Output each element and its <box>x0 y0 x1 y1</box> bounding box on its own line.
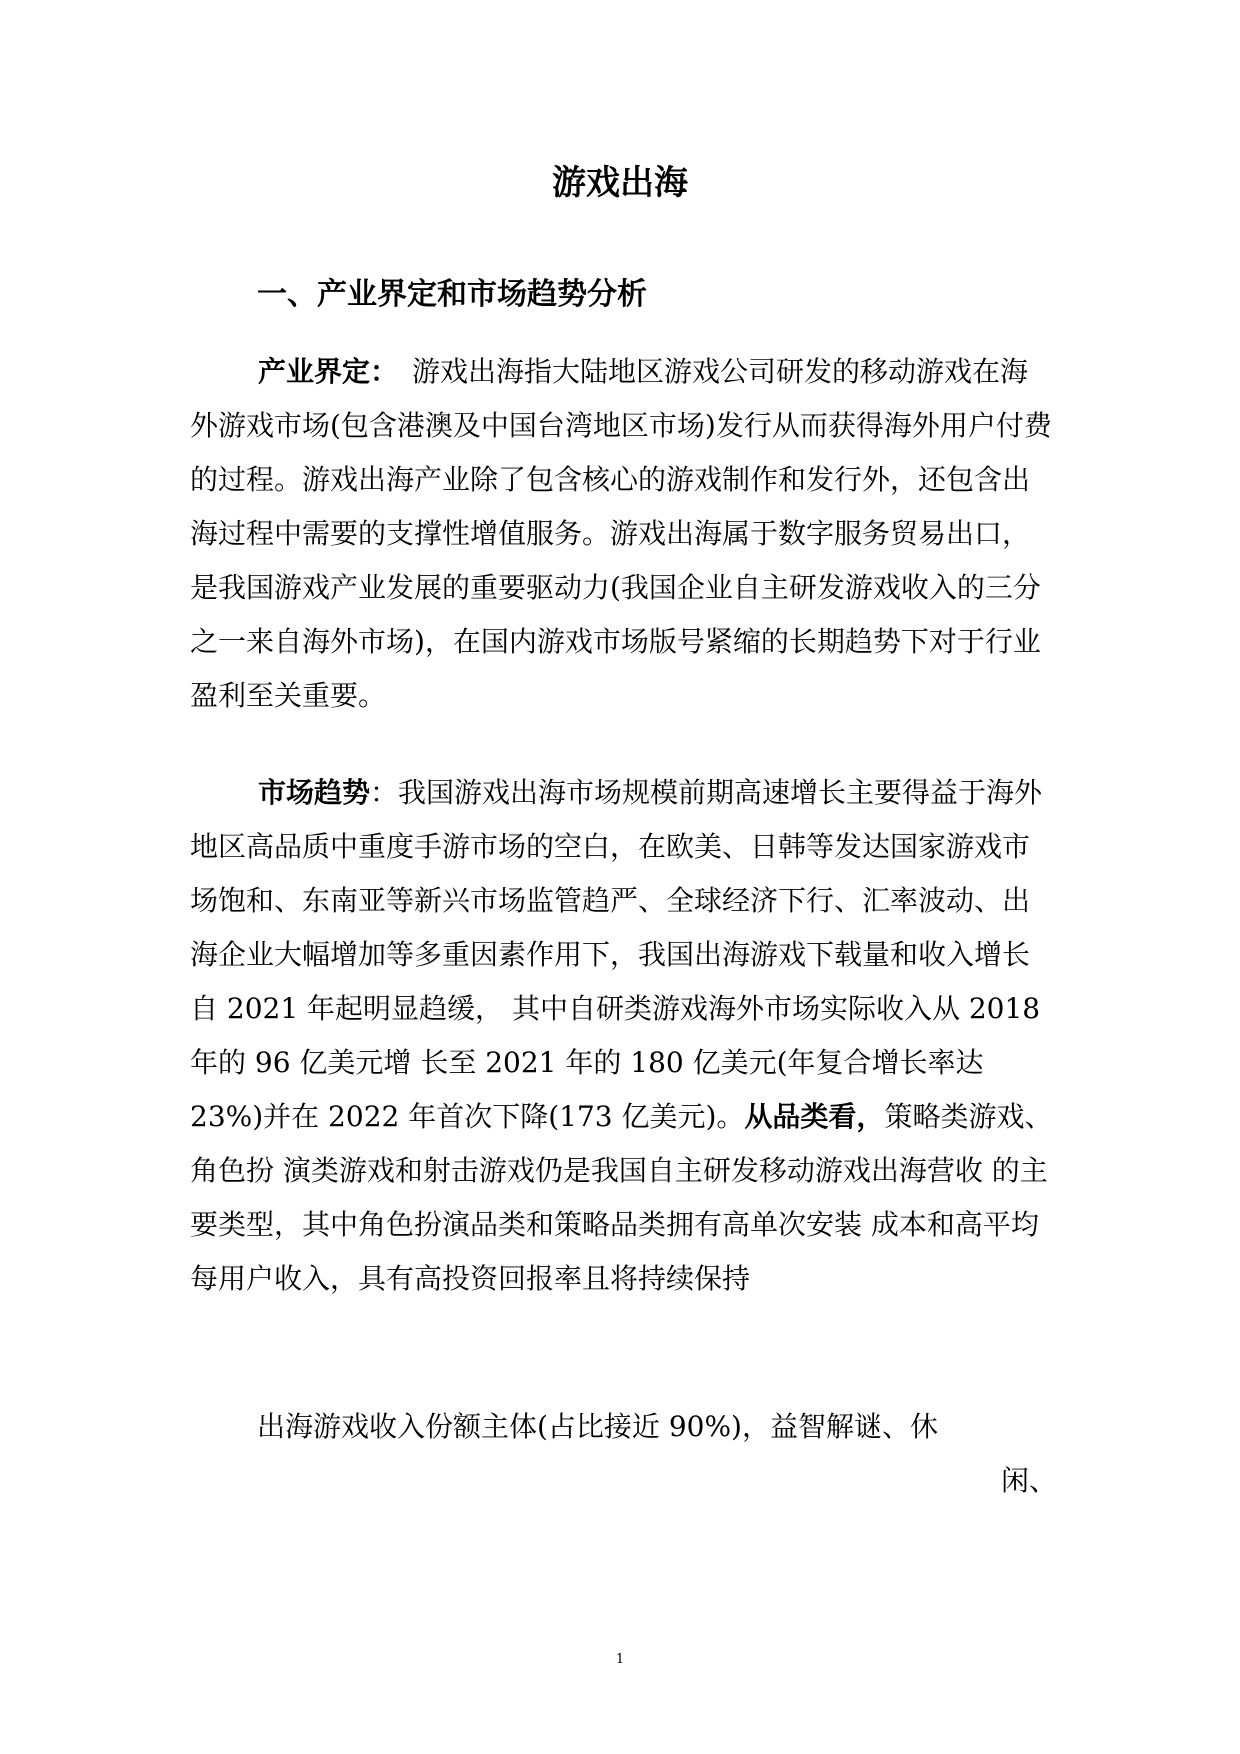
paragraph-label: 产业界定： <box>258 355 385 388</box>
paragraph-tail: 闲、 <box>1000 1464 1057 1497</box>
section-heading: 一、产业界定和市场趋势分析 <box>257 277 647 312</box>
paragraph-label: 市场趋势 <box>258 776 371 809</box>
paragraph-market-trend <box>190 766 1056 1306</box>
paragraph-text: 出海游戏收入份额主体(占比接近 90%)，益智解谜、休 <box>257 1410 938 1443</box>
emphasis-text: 从品类看， <box>744 1100 885 1133</box>
paragraph-text: 游戏出海指大陆地区游戏公司研发的移动游戏在海外游戏市场(包含港澳及中国台湾地区市场)发行从而获得海外用户付费的过程。游戏出海产业除了包含核心的游戏制作和发行外，还包含出海过程中需要的支撑性增值服务。游戏出海属于数字服务贸易出口，是我国游戏产业发展的重要驱动力(我国企业自主研发游戏收入的三分之一来自海外市场)，在国内游戏市场版号紧缩的长期趋势下对于行业盈利至关重要。 <box>190 355 1052 712</box>
paragraph-text: 策略类游戏、角色扮 演类游戏和射击游戏仍是我国自主研发移动游戏出海营收 的主要类型，其中角色扮演品类和策略品类拥有高单次安装 成本和高平均每用户收入，具有高投资回报率且将持续保持 <box>190 1100 1053 1295</box>
paragraph-text: ：我国游戏出海市场规模前期高速增长主要得益于海外地区高品质中重度手游市场的空白，在欧美、日韩等发达国家游戏市场饱和、东南亚等新兴市场监管趋严、全球经济下行、汇率波动、出海企业大幅增加等多重因素作用下，我国出海游戏下载量和收入增长自 2021 年起明显趋缓， 其中自研类游戏海外市场实际收入从 2018 年的 96 亿美元增 长至 2021 年的 180 亿美元(年复合增长率达 23%)并在 2022 年首次下降(173 亿美元)。 <box>190 776 1043 1133</box>
paragraph-industry-definition <box>190 345 1056 723</box>
page-title: 游戏出海 <box>552 163 688 203</box>
page-number: 1 <box>615 1652 625 1667</box>
paragraph-continuation <box>257 1400 1057 1508</box>
